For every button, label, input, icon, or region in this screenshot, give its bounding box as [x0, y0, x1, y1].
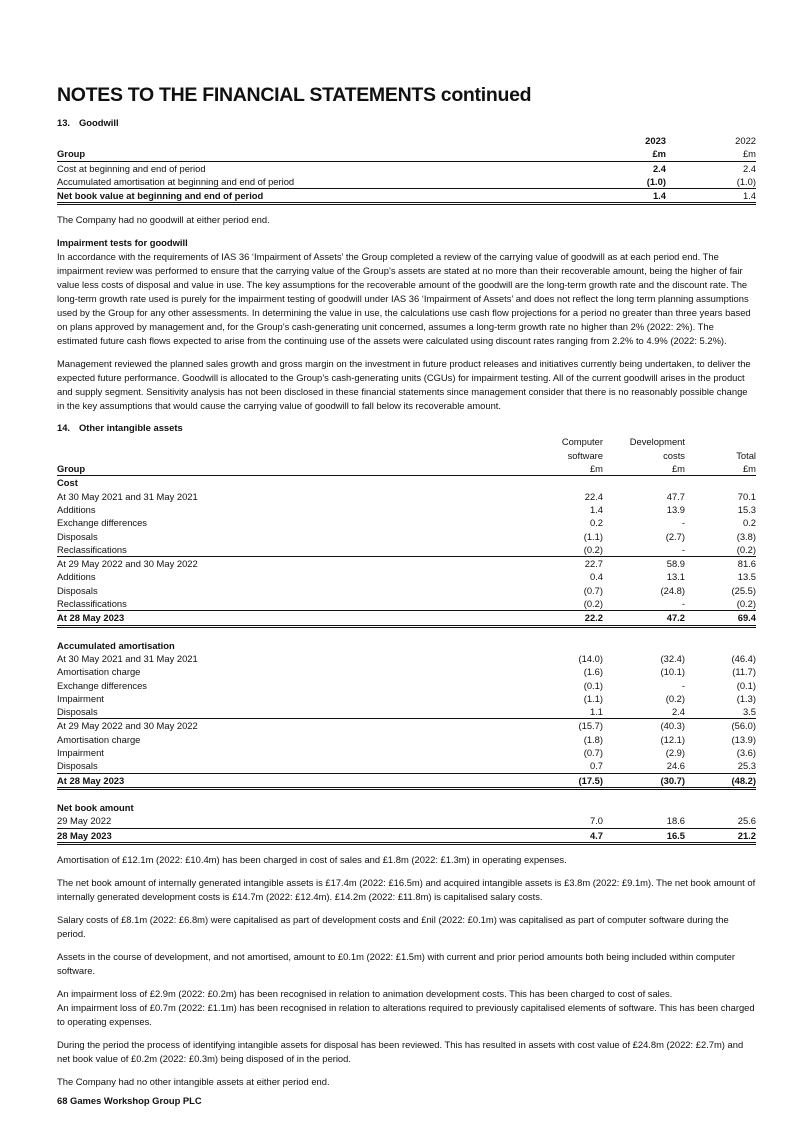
- note-paragraph: The Company had no other intangible assets at either period end.: [57, 1075, 330, 1087]
- cell-value: 25.6: [737, 815, 756, 827]
- goodwill-table: [57, 134, 756, 205]
- row-label: Amortisation charge: [57, 733, 141, 745]
- cell-value: (0.1): [736, 679, 756, 691]
- row-label: Reclassifications: [57, 598, 127, 610]
- note-paragraph: The net book amount of internally generated intangible assets is £17.4m (2022: £16.5m) and acquired intangible assets is £3.8m (2022: £9.1m). The net book amount of internally generated development costs is £14.7m (2022: £12.4m). £14.2m (2022: £11.8m) is capitalised salary costs.: [57, 876, 756, 902]
- cell-value: (1.6): [583, 666, 603, 678]
- cell-value: (0.2): [583, 543, 603, 555]
- row-label: 29 May 2022: [57, 815, 112, 827]
- cell-value: 15.3: [737, 503, 756, 515]
- impairment-paragraph: In accordance with the requirements of IAS 36 ‘Impairment of Assets’ the Group completed a review of the carrying value of goodwill as at each period end. The impairment review was performed to ensure that the carrying value of the Group’s assets are stated at no more than their recoverable amount, being the higher of fair value less costs of disposal and value in use. The key assumptions for the recoverable amount of the goodwill are the long-term growth rate and the discount rate. The long-term growth rate used is purely for the impairment testing of goodwill under IAS 36 ‘Impairment of Assets’ and does not reflect the long term planning assumptions used by the Group for any other assessments. In determining the value in use, the calculations use cash flow projections for a period no greater than three years based on plans approved by management and, for the Group’s cash-generating unit concerned, assumes a long-term growth rate no higher than 2% (2022: 2%). The estimated future cash flows expected to arise from the continuing use of the assets were calculated using discount rates ranging from 2.2% to 4.9% (2022: 5.2%).: [57, 251, 751, 347]
- row-label: Additions: [57, 503, 96, 515]
- table-row: [57, 746, 756, 759]
- goodwill-note: The Company had no goodwill at either period end.: [57, 214, 270, 226]
- table-row: [57, 503, 756, 516]
- table-row: [57, 814, 756, 828]
- row-label: Disposals: [57, 584, 98, 596]
- cell-value: (17.5): [523, 773, 603, 788]
- row-label: Exchange differences: [57, 679, 147, 691]
- table-row: [57, 705, 756, 719]
- table-row: [57, 557, 756, 571]
- cell-value: 58.9: [603, 557, 685, 571]
- cell-value: (14.0): [578, 652, 603, 664]
- row-label: Additions: [57, 571, 96, 583]
- row-label: At 29 May 2022 and 30 May 2022: [57, 557, 523, 571]
- table-row: [57, 679, 756, 692]
- cell-value: 24.6: [666, 760, 685, 772]
- cell-value: 70.1: [737, 490, 756, 502]
- cell-value: 25.3: [737, 760, 756, 772]
- row-label: At 29 May 2022 and 30 May 2022: [57, 719, 523, 733]
- table-row-total: Net book value at beginning and end of period 1.4 1.4: [57, 189, 756, 204]
- section-subheading: [57, 476, 756, 490]
- table-header-row: Computer Development: [561, 436, 685, 448]
- page-title: NOTES TO THE FINANCIAL STATEMENTS continued: [57, 84, 532, 106]
- note-paragraph: Amortisation of £12.1m (2022: £10.4m) has been charged in cost of sales and £1.8m (2022: £1.3m) in operating expenses.: [57, 853, 567, 865]
- table-row: [57, 719, 756, 733]
- section-subheading: [57, 639, 756, 652]
- cell-value: 16.5: [603, 828, 685, 843]
- table-row: [57, 490, 756, 503]
- note-paragraph: Salary costs of £8.1m (2022: £6.8m) were capitalised as part of development costs and £nil (2022: £0.1m) was capitalised as part of computer software during the period.: [57, 913, 729, 939]
- cell-value: 0.7: [589, 760, 603, 772]
- table-row: [57, 597, 756, 611]
- row-label: At 30 May 2021 and 31 May 2021: [57, 490, 198, 502]
- cell-value: 81.6: [685, 557, 756, 571]
- table-row: [57, 759, 756, 773]
- cell-value: (3.6): [736, 747, 756, 759]
- table-header-row: Group £m £m: [57, 148, 756, 160]
- cell-value: (1.8): [583, 733, 603, 745]
- cell-value: (0.2): [736, 598, 756, 610]
- cell-value: (0.7): [583, 747, 603, 759]
- cell-value: 18.6: [666, 815, 685, 827]
- page-footer: 68 Games Workshop Group PLC: [57, 1094, 202, 1106]
- cell-value: 2.4: [671, 706, 685, 718]
- cell-value: 21.2: [685, 828, 756, 843]
- table-row: [57, 543, 756, 557]
- cell-value: (13.9): [731, 733, 756, 745]
- note-paragraph: An impairment loss of £0.7m (2022: £1.1m) has been recognised in relation to alterations required to previously capitalised elements of software. This has been charged to operating expenses.: [57, 1001, 755, 1027]
- cell-value: 13.5: [737, 571, 756, 583]
- cell-value: (3.8): [736, 530, 756, 542]
- cell-value: 22.4: [584, 490, 603, 502]
- cell-value: -: [681, 679, 685, 691]
- cell-value: (2.9): [665, 747, 685, 759]
- cell-value: (15.7): [523, 719, 603, 733]
- table-row: [57, 773, 756, 788]
- row-label: Amortisation charge: [57, 666, 141, 678]
- section-subheading: [57, 801, 756, 814]
- row-label: Exchange differences: [57, 517, 147, 529]
- row-label: Impairment: [57, 692, 104, 704]
- section-heading-intangibles: 14. Other intangible assets: [57, 422, 183, 434]
- row-label: Disposals: [57, 760, 98, 772]
- cell-value: 0.2: [742, 517, 756, 529]
- cell-value: 0.2: [589, 517, 603, 529]
- impairment-heading: Impairment tests for goodwill: [57, 237, 188, 249]
- table-row: Cost at beginning and end of period 2.4 2.4: [57, 162, 756, 174]
- cell-value: (1.1): [583, 530, 603, 542]
- cell-value: 1.1: [589, 706, 603, 718]
- cell-value: 47.2: [603, 611, 685, 626]
- row-label: At 28 May 2023: [57, 773, 523, 788]
- cell-value: -: [681, 598, 685, 610]
- note-paragraph: An impairment loss of £2.9m (2022: £0.2m) has been recognised in relation to animation development costs. This has been charged to cost of sales.: [57, 987, 673, 999]
- cell-value: 13.1: [666, 571, 685, 583]
- table-row: [57, 530, 756, 543]
- row-label: Disposals: [57, 706, 98, 718]
- cell-value: (12.1): [660, 733, 685, 745]
- table-row: [57, 516, 756, 529]
- cell-value: (0.2): [583, 598, 603, 610]
- cell-value: (0.2): [736, 543, 756, 555]
- cell-value: (1.1): [583, 692, 603, 704]
- row-label: 28 May 2023: [57, 828, 523, 843]
- intangibles-table: [57, 435, 756, 844]
- cell-value: -: [681, 543, 685, 555]
- cell-value: 4.7: [523, 828, 603, 843]
- cell-value: (0.1): [583, 679, 603, 691]
- table-row: [57, 570, 756, 583]
- spacer-row: [57, 626, 756, 639]
- table-row: [57, 584, 756, 597]
- table-header-row: Group £m £m £m: [57, 463, 756, 475]
- table-row: 2023 2022: [645, 135, 756, 146]
- row-label: Impairment: [57, 747, 104, 759]
- subheading-label: Cost: [57, 477, 78, 489]
- cell-value: (10.1): [660, 666, 685, 678]
- cell-value: 0.4: [589, 571, 603, 583]
- cell-value: (48.2): [685, 773, 756, 788]
- cell-value: 1.4: [589, 503, 603, 515]
- cell-value: -: [681, 517, 685, 529]
- row-label: At 28 May 2023: [57, 611, 523, 626]
- cell-value: (32.4): [660, 652, 685, 664]
- cell-value: (24.8): [660, 584, 685, 596]
- table-row: [57, 665, 756, 678]
- note-paragraph: Assets in the course of development, and not amortised, amount to £0.1m (2022: £1.5m) with current and prior period amounts both being included within computer software.: [57, 950, 735, 976]
- cell-value: (30.7): [603, 773, 685, 788]
- table-row: [57, 611, 756, 626]
- cell-value: 22.7: [523, 557, 603, 571]
- cell-value: 47.7: [666, 490, 685, 502]
- cell-value: (11.7): [732, 666, 756, 678]
- table-row: [57, 652, 756, 665]
- subheading-label: Accumulated amortisation: [57, 639, 175, 651]
- table-header-row: software costs Total: [567, 449, 756, 461]
- row-label: Disposals: [57, 530, 98, 542]
- cell-value: (40.3): [603, 719, 685, 733]
- note-paragraph: During the period the process of identifying intangible assets for disposal has been reviewed. This has resulted in assets with cost value of £24.8m (2022: £2.7m) and net book value of £0.2m (2022: £0.3m) being disposed of in the period.: [57, 1038, 744, 1064]
- cell-value: 22.2: [523, 611, 603, 626]
- table-row: [57, 828, 756, 843]
- page: [57, 84, 756, 1117]
- subheading-label: Net book amount: [57, 801, 134, 813]
- cell-value: (0.7): [583, 584, 603, 596]
- cell-value: (2.7): [665, 530, 685, 542]
- cell-value: 69.4: [685, 611, 756, 626]
- table-row: [57, 733, 756, 746]
- section-heading-goodwill: 13. Goodwill: [57, 117, 119, 128]
- table-row: Accumulated amortisation at beginning and end of period (1.0) (1.0): [57, 175, 756, 187]
- cell-value: 13.9: [666, 503, 685, 515]
- spacer-row: [57, 788, 756, 801]
- row-label: Reclassifications: [57, 543, 127, 555]
- cell-value: (1.3): [736, 692, 756, 704]
- cell-value: (46.4): [731, 652, 756, 664]
- cell-value: 7.0: [589, 815, 603, 827]
- impairment-paragraph: Management reviewed the planned sales growth and gross margin on the investment in future product releases and initiatives currently being undertaken, to deliver the expected future performance. Goodwill is allocated to the Group’s cash-generating units (CGUs) for impairment testing. All of the current goodwill arises in the product and supply segment. Sensitivity analysis has not been disclosed in these financial statements since management consider that there is no reasonably possible change in the key assumptions that would cause the carrying value of goodwill to fall below its recoverable amount.: [57, 358, 751, 412]
- cell-value: (25.5): [731, 584, 756, 596]
- row-label: At 30 May 2021 and 31 May 2021: [57, 652, 198, 664]
- cell-value: (56.0): [685, 719, 756, 733]
- cell-value: (0.2): [665, 692, 685, 704]
- cell-value: 3.5: [742, 706, 756, 718]
- table-row: [57, 692, 756, 705]
